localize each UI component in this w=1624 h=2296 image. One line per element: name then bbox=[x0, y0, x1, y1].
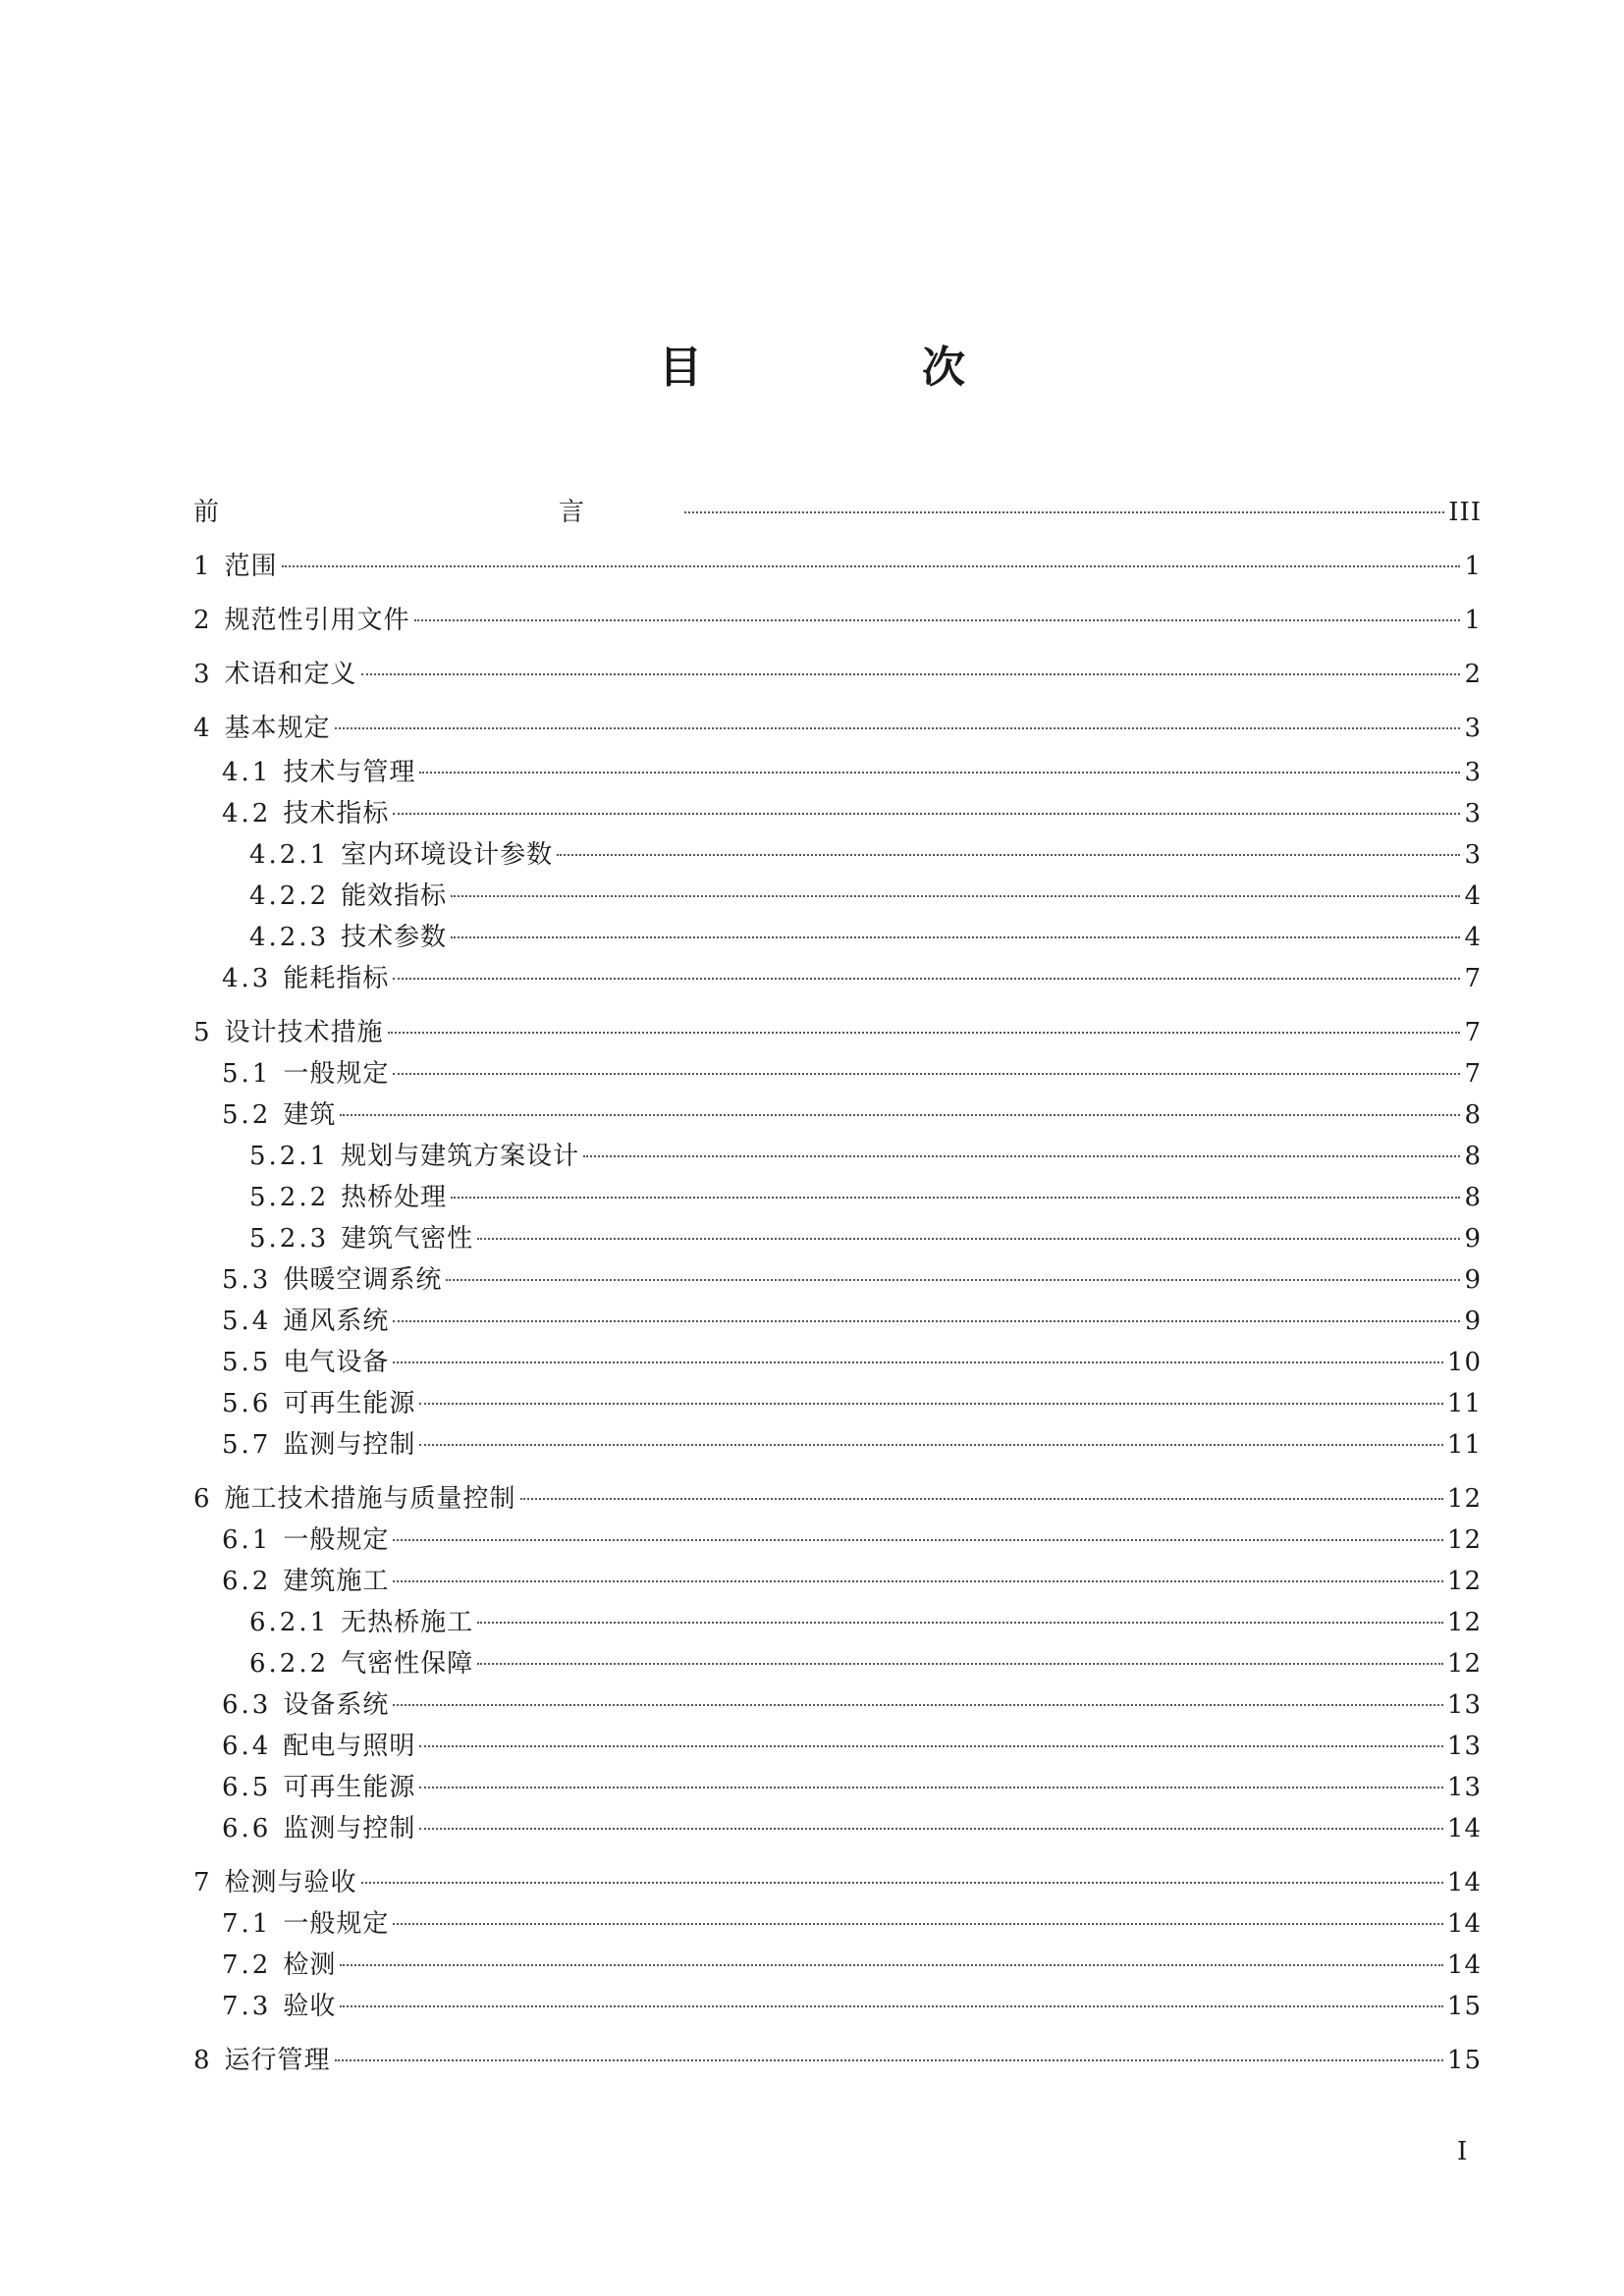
toc-entry[interactable] bbox=[222, 1387, 1482, 1420]
toc-entry-label: 一般规定 bbox=[283, 1909, 390, 1939]
toc-entry-number: 5.4 bbox=[222, 1307, 272, 1336]
toc-entry[interactable] bbox=[222, 1949, 1482, 1982]
toc-entry-page: 14 bbox=[1446, 1909, 1482, 1939]
toc-entry-page: 12 bbox=[1446, 1608, 1482, 1637]
toc-entry[interactable] bbox=[249, 1222, 1482, 1255]
toc-dot-leader bbox=[393, 1580, 1443, 1582]
toc-entry-label: 监测与控制 bbox=[283, 1814, 416, 1843]
toc-dot-leader bbox=[282, 565, 1461, 567]
toc-dot-leader bbox=[419, 1403, 1443, 1405]
toc-entry-number: 4.1 bbox=[222, 758, 272, 787]
toc-entry[interactable] bbox=[193, 712, 1482, 745]
toc-entry-number: 5.7 bbox=[222, 1430, 272, 1460]
toc-dot-leader bbox=[477, 1663, 1443, 1665]
toc-entry-page: 1 bbox=[1464, 606, 1482, 635]
toc-entry[interactable] bbox=[193, 1866, 1482, 1899]
toc-entry-page: III bbox=[1448, 498, 1482, 527]
toc-entry-number: 5.2.2 bbox=[249, 1183, 330, 1212]
toc-entry-page: 3 bbox=[1464, 799, 1482, 828]
toc-entry-page: 14 bbox=[1446, 1950, 1482, 1980]
toc-entry[interactable] bbox=[249, 838, 1482, 872]
toc-entry-label: 技术指标 bbox=[283, 799, 390, 828]
toc-entry-page: 8 bbox=[1464, 1100, 1482, 1130]
toc-dot-leader bbox=[393, 1923, 1443, 1925]
toc-entry[interactable] bbox=[249, 921, 1482, 954]
toc-entry-label: 技术与管理 bbox=[283, 758, 416, 787]
toc-entry[interactable] bbox=[249, 1140, 1482, 1173]
toc-entry-page: 3 bbox=[1464, 758, 1482, 787]
toc-dot-leader bbox=[335, 727, 1461, 729]
toc-entry-label: 运行管理 bbox=[224, 2046, 331, 2075]
toc-dot-leader bbox=[414, 619, 1461, 621]
toc-entry-label: 供暖空调系统 bbox=[283, 1265, 443, 1295]
toc-entry[interactable] bbox=[193, 2044, 1482, 2077]
toc-entry-number: 6.3 bbox=[222, 1690, 272, 1720]
toc-entry[interactable] bbox=[222, 1812, 1482, 1845]
toc-entry-page: 2 bbox=[1464, 660, 1482, 689]
toc-entry-number: 6.4 bbox=[222, 1732, 272, 1761]
toc-dot-leader bbox=[393, 1362, 1443, 1363]
toc-entry[interactable] bbox=[222, 1907, 1482, 1941]
toc-entry-page: 3 bbox=[1464, 840, 1482, 870]
toc-entry-number: 1 bbox=[193, 552, 213, 581]
toc-dot-leader bbox=[684, 511, 1444, 513]
toc-entry-label: 热桥处理 bbox=[341, 1183, 448, 1212]
toc-entry-label: 可再生能源 bbox=[283, 1773, 416, 1802]
toc-entry-label: 基本规定 bbox=[224, 714, 331, 743]
toc-entry-label: 检测 bbox=[283, 1950, 337, 1980]
toc-dot-leader bbox=[361, 673, 1461, 675]
toc-entry-number: 6.1 bbox=[222, 1525, 272, 1555]
toc-entry-page: 7 bbox=[1464, 964, 1482, 993]
toc-entry-label: 通风系统 bbox=[283, 1307, 390, 1336]
toc-entry[interactable] bbox=[222, 1990, 1482, 2023]
toc-dot-leader bbox=[451, 895, 1460, 897]
toc-entry-label: 能耗指标 bbox=[283, 964, 390, 993]
toc-entry-page: 9 bbox=[1464, 1265, 1482, 1295]
toc-entry[interactable] bbox=[222, 1523, 1482, 1557]
toc-entry-number: 6.2.1 bbox=[249, 1608, 330, 1637]
toc-entry[interactable] bbox=[222, 756, 1482, 789]
toc-entry-label: 设备系统 bbox=[283, 1690, 390, 1720]
toc-dot-leader bbox=[557, 854, 1460, 856]
toc-dot-leader bbox=[520, 1498, 1443, 1500]
toc-entry-label: 验收 bbox=[283, 1992, 337, 2021]
toc-dot-leader bbox=[419, 772, 1460, 774]
toc-dot-leader bbox=[340, 1964, 1443, 1966]
toc-entry-number: 5.2 bbox=[222, 1100, 272, 1130]
toc-dot-leader bbox=[393, 1320, 1460, 1322]
toc-entry-page: 10 bbox=[1446, 1348, 1482, 1377]
toc-dot-leader bbox=[419, 1787, 1443, 1789]
toc-entry[interactable] bbox=[193, 658, 1482, 691]
toc-entry-label: 配电与照明 bbox=[283, 1732, 416, 1761]
toc-dot-leader bbox=[335, 2059, 1443, 2061]
toc-entry[interactable] bbox=[222, 1565, 1482, 1598]
toc-entry-page: 13 bbox=[1446, 1773, 1482, 1802]
toc-dot-leader bbox=[340, 2005, 1443, 2007]
toc-entry[interactable] bbox=[193, 604, 1482, 637]
toc-entry[interactable] bbox=[249, 1606, 1482, 1639]
toc-entry-label: 一般规定 bbox=[283, 1525, 390, 1555]
toc-entry[interactable] bbox=[222, 1305, 1482, 1338]
toc-entry-page: 15 bbox=[1446, 2046, 1482, 2075]
toc-entry-number: 7.1 bbox=[222, 1909, 272, 1939]
toc-entry-number: 6.2.2 bbox=[249, 1649, 330, 1679]
toc-entry-number: 5.2.3 bbox=[249, 1224, 330, 1254]
toc-entry-page: 14 bbox=[1446, 1814, 1482, 1843]
toc-entry-number: 5.6 bbox=[222, 1389, 272, 1418]
toc-dot-leader bbox=[419, 1828, 1443, 1830]
toc-dot-leader bbox=[393, 813, 1460, 815]
toc-dot-leader bbox=[419, 1444, 1443, 1446]
toc-entry-number: 5.3 bbox=[222, 1265, 272, 1295]
toc-entry-page: 11 bbox=[1446, 1430, 1482, 1460]
toc-entry-label: 施工技术措施与质量控制 bbox=[224, 1484, 516, 1514]
toc-entry-label: 设计技术措施 bbox=[224, 1018, 384, 1047]
toc-entry-page: 13 bbox=[1446, 1690, 1482, 1720]
toc-dot-leader bbox=[361, 1882, 1443, 1884]
toc-entry-label: 一般规定 bbox=[283, 1059, 390, 1089]
toc-dot-leader bbox=[583, 1155, 1460, 1157]
toc-entry-number: 6.5 bbox=[222, 1773, 272, 1802]
toc-entry[interactable] bbox=[222, 1688, 1482, 1722]
toc-entry-label: 范围 bbox=[224, 552, 278, 581]
toc-entry[interactable] bbox=[193, 1016, 1482, 1049]
toc-dot-leader bbox=[393, 1539, 1443, 1541]
toc-dot-leader bbox=[451, 936, 1460, 938]
toc-entry-number: 5.2.1 bbox=[249, 1142, 330, 1171]
toc-dot-leader bbox=[446, 1279, 1460, 1281]
toc-entry[interactable] bbox=[249, 1181, 1482, 1214]
toc-dot-leader bbox=[477, 1238, 1460, 1240]
toc-dot-leader bbox=[388, 1032, 1461, 1034]
toc-entry-label: 术语和定义 bbox=[224, 660, 357, 689]
toc-entry-label: 监测与控制 bbox=[283, 1430, 416, 1460]
toc-entry-number: 4.3 bbox=[222, 964, 272, 993]
toc-entry-number: 4.2.1 bbox=[249, 840, 330, 870]
toc-entry-label: 技术参数 bbox=[341, 923, 448, 952]
toc-entry-page: 4 bbox=[1464, 923, 1482, 952]
toc-entry-page: 8 bbox=[1464, 1183, 1482, 1212]
toc-entry[interactable] bbox=[222, 797, 1482, 830]
toc-entry[interactable] bbox=[193, 1482, 1482, 1516]
toc-entry-page: 11 bbox=[1446, 1389, 1482, 1418]
toc-entry-number: 4.2 bbox=[222, 799, 272, 828]
toc-entry-label: 能效指标 bbox=[341, 881, 448, 911]
toc-entry-page: 3 bbox=[1464, 714, 1482, 743]
toc-entry-label: 电气设备 bbox=[283, 1348, 390, 1377]
toc-entry-number: 6.2 bbox=[222, 1567, 272, 1596]
toc-entry-number: 5 bbox=[193, 1018, 213, 1047]
toc-entry[interactable] bbox=[193, 496, 1482, 529]
toc-entry-label: 前 言 bbox=[193, 498, 681, 527]
toc-entry-page: 13 bbox=[1446, 1732, 1482, 1761]
toc-entry-label: 规划与建筑方案设计 bbox=[341, 1142, 580, 1171]
toc-entry[interactable] bbox=[249, 880, 1482, 913]
toc-dot-leader bbox=[393, 978, 1460, 980]
toc-dot-leader bbox=[477, 1622, 1443, 1624]
toc-entry-page: 12 bbox=[1446, 1649, 1482, 1679]
toc-entry-number: 2 bbox=[193, 606, 213, 635]
toc-entry[interactable] bbox=[222, 1057, 1482, 1091]
toc-entry-label: 建筑 bbox=[283, 1100, 337, 1130]
toc-entry-number: 4 bbox=[193, 714, 213, 743]
page-title: 目 次 bbox=[659, 343, 1054, 393]
toc-entry-page: 14 bbox=[1446, 1868, 1482, 1897]
toc-entry-label: 气密性保障 bbox=[341, 1649, 474, 1679]
toc-entry-page: 8 bbox=[1464, 1142, 1482, 1171]
toc-entry-label: 检测与验收 bbox=[224, 1868, 357, 1897]
toc-entry[interactable] bbox=[222, 1098, 1482, 1132]
toc-entry-page: 12 bbox=[1446, 1484, 1482, 1514]
toc-entry-number: 7.2 bbox=[222, 1950, 272, 1980]
toc-entry-number: 3 bbox=[193, 660, 213, 689]
toc-entry-number: 7 bbox=[193, 1868, 213, 1897]
toc-entry-number: 5.1 bbox=[222, 1059, 272, 1089]
toc-entry-label: 可再生能源 bbox=[283, 1389, 416, 1418]
toc-entry-page: 9 bbox=[1464, 1224, 1482, 1254]
toc-entry[interactable] bbox=[222, 1263, 1482, 1297]
toc-entry-page: 7 bbox=[1464, 1018, 1482, 1047]
toc-entry[interactable] bbox=[222, 1428, 1482, 1462]
toc-dot-leader bbox=[451, 1197, 1460, 1199]
toc-entry-number: 8 bbox=[193, 2046, 213, 2075]
toc-entry-number: 6 bbox=[193, 1484, 213, 1514]
toc-entry-page: 7 bbox=[1464, 1059, 1482, 1089]
toc-entry-number: 5.5 bbox=[222, 1348, 272, 1377]
toc-dot-leader bbox=[340, 1114, 1460, 1116]
toc-entry[interactable] bbox=[193, 550, 1482, 583]
toc-entry-page: 1 bbox=[1464, 552, 1482, 581]
toc-entry-label: 无热桥施工 bbox=[341, 1608, 474, 1637]
toc-entry-number: 6.6 bbox=[222, 1814, 272, 1843]
toc-entry-label: 规范性引用文件 bbox=[224, 606, 410, 635]
toc-entry-number: 4.2.2 bbox=[249, 881, 330, 911]
toc-entry[interactable] bbox=[249, 1647, 1482, 1681]
toc-dot-leader bbox=[393, 1073, 1460, 1075]
toc-entry-label: 建筑施工 bbox=[283, 1567, 390, 1596]
toc-entry[interactable] bbox=[222, 1771, 1482, 1804]
toc-dot-leader bbox=[393, 1704, 1443, 1706]
toc-entry[interactable] bbox=[222, 1346, 1482, 1379]
toc-entry[interactable] bbox=[222, 1730, 1482, 1763]
toc-dot-leader bbox=[419, 1745, 1443, 1747]
toc-entry[interactable] bbox=[222, 962, 1482, 995]
toc-entry-page: 15 bbox=[1446, 1992, 1482, 2021]
toc-entry-page: 12 bbox=[1446, 1525, 1482, 1555]
toc-entry-page: 9 bbox=[1464, 1307, 1482, 1336]
toc-entry-page: 12 bbox=[1446, 1567, 1482, 1596]
toc-entry-label: 建筑气密性 bbox=[341, 1224, 474, 1254]
toc-entry-number: 7.3 bbox=[222, 1992, 272, 2021]
toc-entry-label: 室内环境设计参数 bbox=[341, 840, 554, 870]
toc-entry-page: 4 bbox=[1464, 881, 1482, 911]
toc-entry-number: 4.2.3 bbox=[249, 923, 330, 952]
page-number: I bbox=[1457, 2137, 1468, 2166]
